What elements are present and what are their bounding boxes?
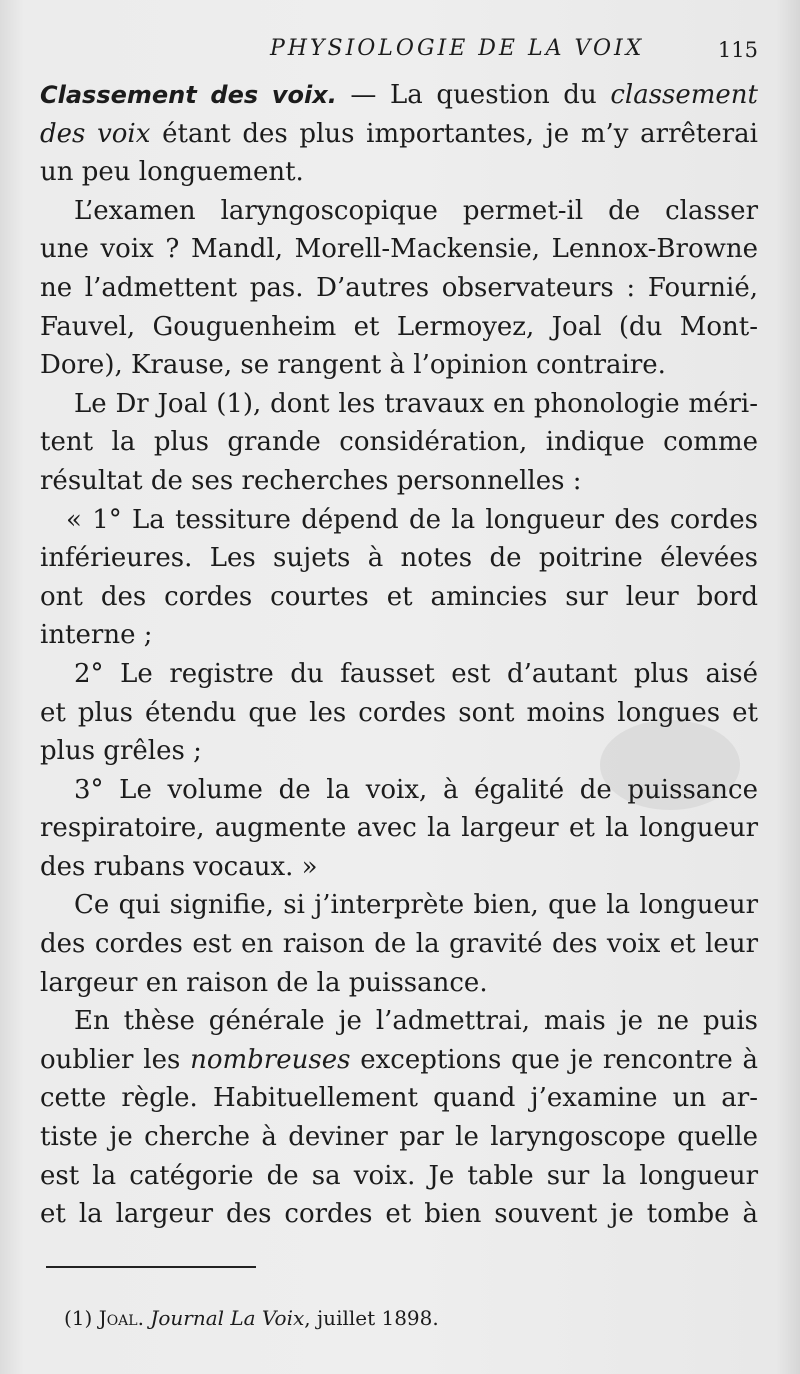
section-heading: Classement des voix. [40,81,337,109]
text-line: Classement des voix. — La question du classement [40,80,758,110]
text-line: des rubans vocaux. » [40,851,318,882]
text-line: respiratoire, augmente avec la largeur et la longueur [40,813,758,844]
text-line: plus grêles ; [40,736,202,767]
running-head [40,36,760,66]
text-line: 2° Le registre du fausset est d’autant plus aisé [74,658,758,689]
text-line: des voix étant des plus importantes, je m’y arrêterai [40,118,758,149]
text-line: En thèse générale je l’admettrai, mais je ne puis [74,1006,758,1037]
text-line: des cordes est en raison de la gravité des voix et leur [40,929,758,960]
text-line: cette règle. Habituellement quand j’examine un ar- [40,1083,758,1114]
text-line: Dore), Krause, se rangent à l’opinion contraire. [40,350,666,381]
text-line: interne ; [40,620,153,651]
body-text [40,76,758,1234]
text-line: résultat de ses recherches personnelles : [40,465,582,496]
text-line: 3° Le volume de la voix, à égalité de puissance [74,774,758,805]
text-line: tiste je cherche à deviner par le laryngoscope quelle [40,1122,758,1153]
text-line: Fauvel, Gouguenheim et Lermoyez, Joal (du Mont- [40,311,758,342]
page-number: 115 [717,38,758,62]
footnote-author: Joal [98,1306,138,1330]
text-line: ne l’admettent pas. D’autres observateurs : Fournié, [40,272,758,303]
text-line: une voix ? Mandl, Morell-Mackensie, Lennox-Browne [40,234,758,265]
text-line: L’examen laryngoscopique permet-il de classer [74,195,758,226]
text-line: « 1° La tessiture dépend de la longueur des cordes [66,504,758,535]
text-line: Ce qui signifie, si j’interprète bien, que la longueur [74,890,758,921]
text-line: tent la plus grande considération, indique comme [40,427,758,458]
footnote-marker: (1) [64,1306,99,1330]
text-line: oublier les nombreuses exceptions que je rencontre à [40,1044,758,1075]
text-line: largeur en raison de la puissance. [40,967,488,998]
footnote: (1) Joal. Journal La Voix, juillet 1898. [64,1306,439,1330]
text-line: et la largeur des cordes et bien souvent je tombe à [40,1199,758,1230]
text-line: est la catégorie de sa voix. Je table sur la longueur [40,1160,758,1191]
text-line: un peu longuement. [40,157,304,188]
text-line: et plus étendu que les cordes sont moins longues et [40,697,758,728]
text-line: Le Dr Joal (1), dont les travaux en phonologie méri- [74,388,758,419]
running-title: PHYSIOLOGIE DE LA VOIX [270,36,645,61]
footnote-journal: Journal La Voix [150,1306,305,1330]
footnote-date: , juillet 1898. [304,1306,439,1330]
text-line: ont des cordes courtes et amincies sur leur bord [40,581,758,612]
footnote-rule [46,1266,256,1268]
text-line: inférieures. Les sujets à notes de poitrine élevées [40,543,758,574]
